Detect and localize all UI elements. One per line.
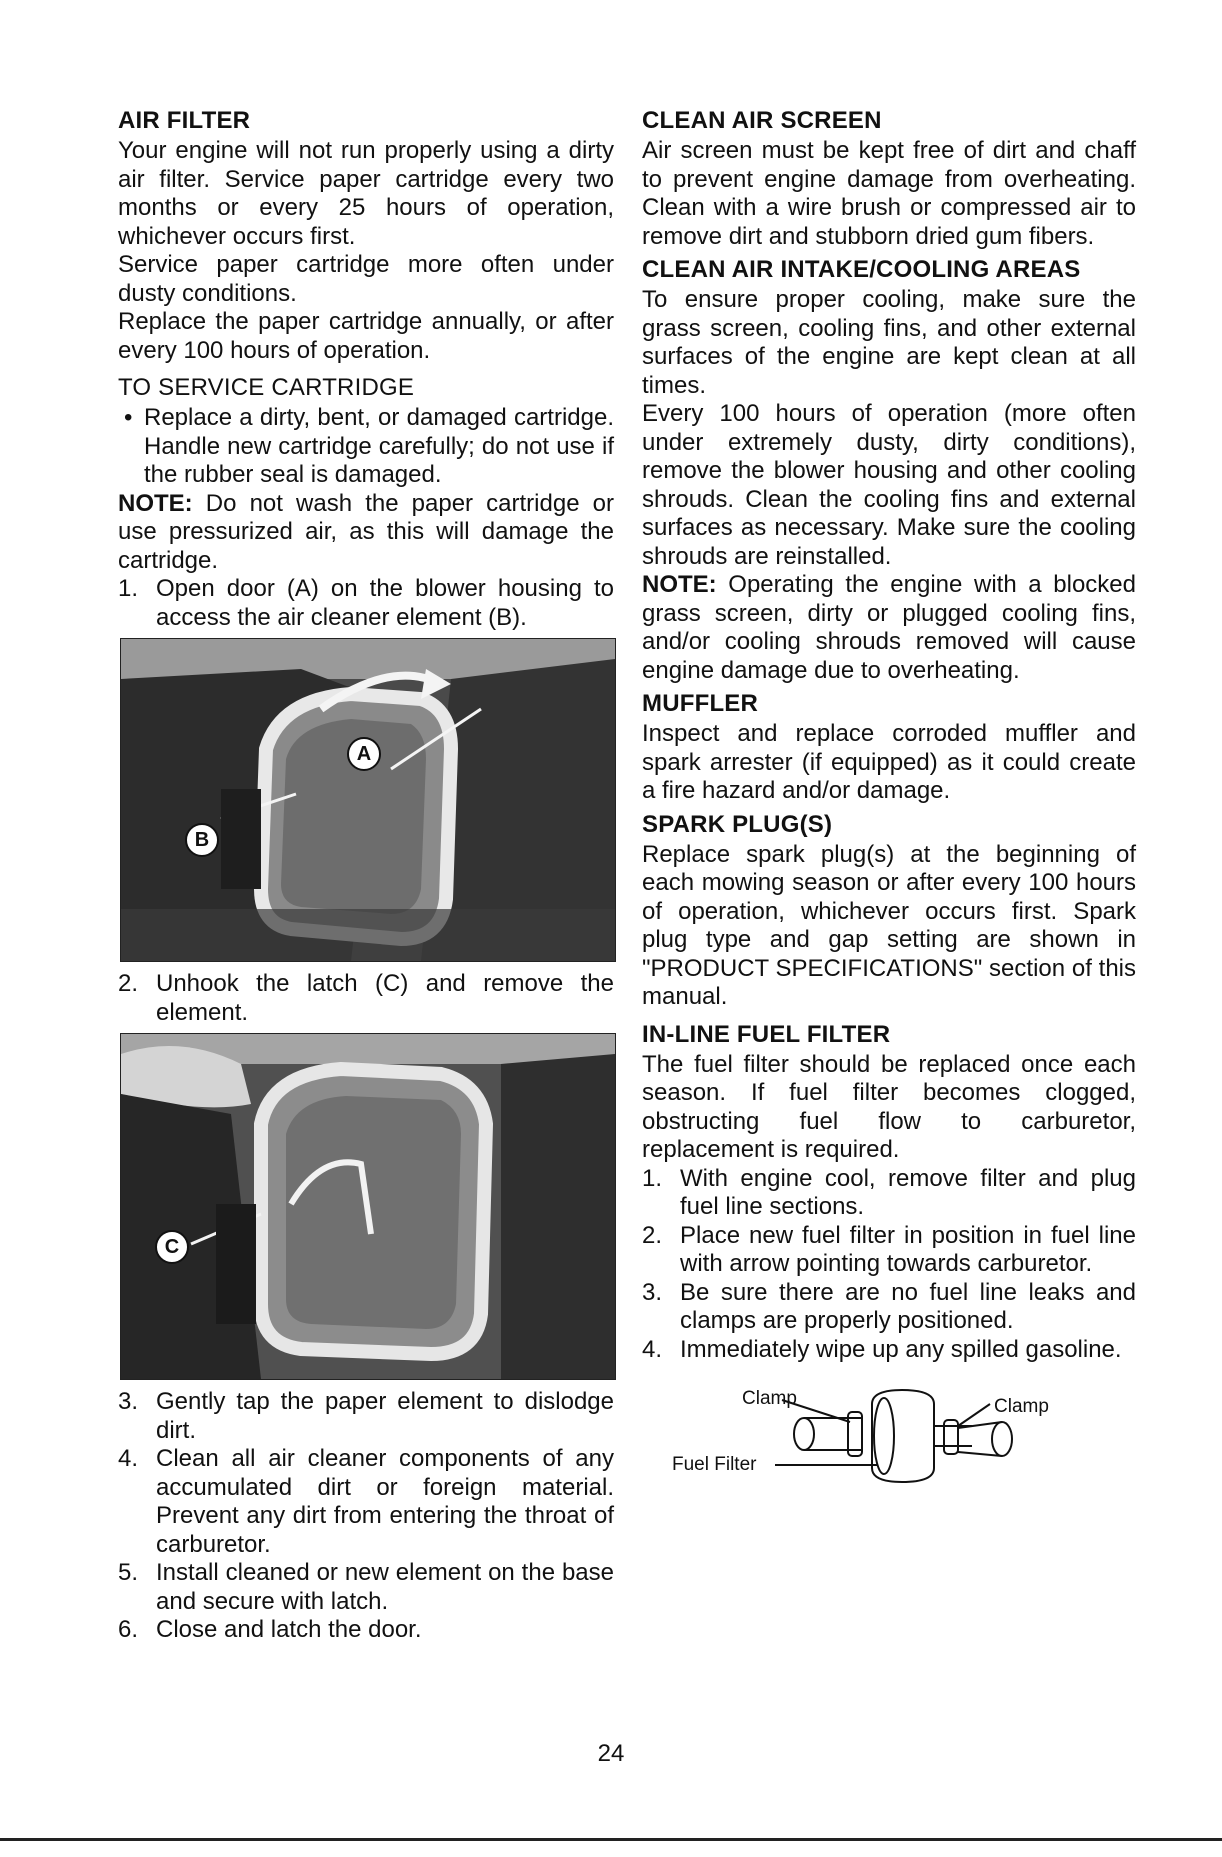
page-number: 24 bbox=[597, 1740, 625, 1767]
step-2 bbox=[118, 970, 614, 1027]
air-filter-paragraph-3: Replace the paper cartridge annually, or after every 100 hours of operation. bbox=[118, 308, 614, 364]
fuel-step-4 bbox=[642, 1336, 1136, 1365]
note-label: NOTE: bbox=[642, 571, 717, 598]
step-number: 3. bbox=[642, 1278, 663, 1306]
clean-air-screen-heading: CLEAN AIR SCREEN bbox=[642, 107, 882, 134]
step-number: 2. bbox=[642, 1221, 663, 1249]
bullet-text: Replace a dirty, bent, or damaged cartridge. Handle new cartridge carefully; do not use if the rubber seal is damaged. bbox=[144, 404, 614, 488]
clean-intake-paragraph-2: Every 100 hours of operation (more often under extremely dusty, dirty conditions), remove the blower housing and other cooling shrouds. Clean the cooling fins and external surfaces as necessary. Make sure the cooling shrouds are reinstalled. bbox=[642, 400, 1136, 570]
air-filter-paragraph-2: Service paper cartridge more often under dusty conditions. bbox=[118, 251, 614, 307]
step-number: 4. bbox=[118, 1445, 139, 1472]
callout-c: C bbox=[155, 1230, 189, 1264]
bullet-item bbox=[118, 404, 614, 490]
service-cartridge-heading: TO SERVICE CARTRIDGE bbox=[118, 374, 415, 401]
clean-intake-paragraph-1: To ensure proper cooling, make sure the grass screen, cooling fins, and other external surfaces of the engine are kept clean at all times. bbox=[642, 286, 1136, 399]
note-label: NOTE: bbox=[118, 489, 193, 517]
right-column bbox=[642, 106, 1136, 1496]
step-6 bbox=[118, 1616, 614, 1645]
note-text: Operating the engine with a blocked grass screen, dirty or plugged cooling fins, and/or cooling shrouds removed will cause engine damage due to overheating. bbox=[642, 571, 1136, 684]
fuel-step-2 bbox=[642, 1222, 1136, 1279]
callout-b: B bbox=[185, 823, 219, 857]
step-3 bbox=[118, 1388, 614, 1445]
step-number: 3. bbox=[118, 1388, 139, 1415]
left-column bbox=[118, 106, 614, 1645]
step-text: Open door (A) on the blower housing to access the air cleaner element (B). bbox=[156, 575, 614, 631]
fuel-filter-figure bbox=[672, 1386, 1092, 1496]
cartridge-note bbox=[118, 490, 614, 576]
step-text: Gently tap the paper element to dislodge dirt. bbox=[156, 1388, 614, 1444]
step-text: With engine cool, remove filter and plug fuel line sections. bbox=[680, 1164, 1136, 1220]
step-1 bbox=[118, 575, 614, 632]
bullet-mark: • bbox=[124, 404, 133, 431]
callout-a: A bbox=[347, 737, 381, 771]
step-5 bbox=[118, 1559, 614, 1616]
muffler-text: Inspect and replace corroded muffler and spark arrester (if equipped) as it could create a fire hazard and/or damage. bbox=[642, 720, 1136, 804]
spark-plug-text: Replace spark plug(s) at the beginning of each mowing season or after every 100 hours of operation, whichever occurs first. Spark plug type and gap setting are shown in "PRODUCT SPECIFICATIONS" section of this manual. bbox=[642, 840, 1136, 1010]
step-text: Unhook the latch (C) and remove the element. bbox=[156, 970, 614, 1026]
step-number: 1. bbox=[118, 575, 139, 602]
air-filter-heading: AIR FILTER bbox=[118, 107, 251, 134]
step-text: Install cleaned or new element on the base and secure with latch. bbox=[156, 1559, 614, 1615]
step-text: Close and latch the door. bbox=[156, 1616, 422, 1643]
spark-plug-heading: SPARK PLUG(S) bbox=[642, 810, 833, 838]
clean-intake-heading: CLEAN AIR INTAKE/COOLING AREAS bbox=[642, 256, 1081, 283]
blower-housing-illustration bbox=[121, 639, 615, 961]
step-number: 6. bbox=[118, 1616, 139, 1643]
muffler-heading: MUFFLER bbox=[642, 690, 759, 717]
clamp-label-left: Clamp bbox=[742, 1388, 797, 1409]
latch-illustration bbox=[121, 1034, 615, 1379]
fuel-step-1 bbox=[642, 1165, 1136, 1222]
step-number: 1. bbox=[642, 1164, 663, 1192]
blower-housing-photo bbox=[120, 638, 616, 962]
latch-photo bbox=[120, 1033, 616, 1380]
step-number: 2. bbox=[118, 970, 139, 997]
bottom-rule bbox=[0, 1838, 1222, 1841]
step-text: Immediately wipe up any spilled gasoline. bbox=[680, 1335, 1122, 1363]
clean-intake-note bbox=[642, 571, 1136, 685]
step-text: Clean all air cleaner components of any accumulated dirt or foreign material. Prevent any dirt from entering the throat of carburetor. bbox=[156, 1445, 614, 1558]
step-4 bbox=[118, 1445, 614, 1559]
clean-air-screen-text: Air screen must be kept free of dirt and chaff to prevent engine damage from overheating. Clean with a wire brush or compressed air to remove dirt and stubborn dried gum fibers. bbox=[642, 137, 1136, 250]
air-filter-paragraph-1: Your engine will not run properly using a dirty air filter. Service paper cartridge every two months or every 25 hours of operation, whichever occurs first. bbox=[118, 137, 614, 250]
fuel-filter-heading: IN-LINE FUEL FILTER bbox=[642, 1020, 891, 1048]
fuel-filter-text: The fuel filter should be replaced once each season. If fuel filter becomes clogged, obstructing fuel flow to carburetor, replacement is required. bbox=[642, 1050, 1136, 1163]
step-number: 5. bbox=[118, 1559, 139, 1586]
fuel-step-3 bbox=[642, 1279, 1136, 1336]
clamp-label-right: Clamp bbox=[994, 1396, 1049, 1417]
fuel-filter-label: Fuel Filter bbox=[672, 1454, 757, 1475]
step-text: Place new fuel filter in position in fuel line with arrow pointing towards carburetor. bbox=[680, 1221, 1136, 1277]
note-text: Do not wash the paper cartridge or use pressurized air, as this will damage the cartridge. bbox=[118, 489, 614, 574]
step-number: 4. bbox=[642, 1335, 663, 1363]
step-text: Be sure there are no fuel line leaks and clamps are properly positioned. bbox=[680, 1278, 1136, 1334]
